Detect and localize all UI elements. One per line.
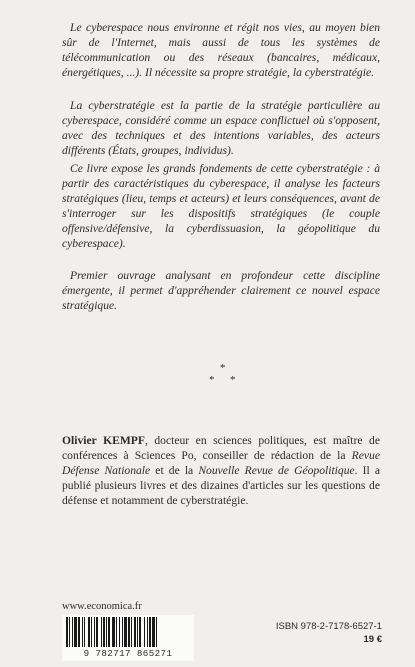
bio-text: , docteur en sciences politiques, est maître de conférences à Sciences Po, conseiller de rédaction de la	[62, 434, 380, 462]
isbn-block	[276, 620, 382, 646]
blurb-paragraph-4: Premier ouvrage analysant en profondeur cette discipline émergente, il permet d'appréhender clairement ce nouvel espace stratégique.	[62, 269, 380, 313]
separator-star: *	[230, 374, 236, 386]
separator-star: *	[220, 362, 226, 374]
author-name: Olivier KEMPF	[62, 434, 145, 447]
separator-star: *	[209, 374, 215, 386]
isbn-number: ISBN 978-2-7178-6527-1	[275, 621, 382, 632]
journal-title: Nouvelle Revue de Géopolitique	[198, 464, 355, 477]
blurb-paragraph-3: Ce livre expose les grands fondements de cette cyberstratégie : à partir des caractéristiques du cyberespace, il analyse les facteurs stratégiques (lieu, temps et acteurs) et leurs conséquences, avant de s'interroger sur les dispositifs stratégiques (le couple offensive/défensive, la cyberdissuasion, la géopolitique du cyberespace).	[62, 162, 380, 251]
barcode	[62, 615, 194, 661]
bio-text: . Il a publié plusieurs livres et des dizaines d'articles sur les questions de défense et notamment de cyberstratégie.	[62, 464, 380, 507]
journal-title: Revue Défense Nationale	[62, 449, 380, 477]
author-bio	[62, 433, 380, 508]
blurb-paragraph-2: La cyberstratégie est la partie de la stratégie particulière au cyberespace, considéré comme un espace conflictuel où s'opposent, avec des techniques et des intentions variables, des acteurs différents (États, groupes, individus).	[62, 99, 380, 158]
price: 19 €	[363, 634, 382, 645]
barcode-digits: 9 782717 865271	[83, 648, 173, 659]
section-separator	[200, 362, 240, 392]
publisher-website: www.economica.fr	[62, 601, 142, 612]
barcode-bars	[64, 617, 192, 649]
bio-text: et de la	[150, 464, 199, 477]
blurb-paragraph-1: Le cyberespace nous environne et régit nos vies, au moyen bien sûr de l'Internet, mais aussi de tous les systèmes de télécommunication ou des réseaux (bancaires, médicaux, énergétiques, ...). Il nécessite sa propre stratégie, la cyberstratégie.	[62, 21, 380, 80]
